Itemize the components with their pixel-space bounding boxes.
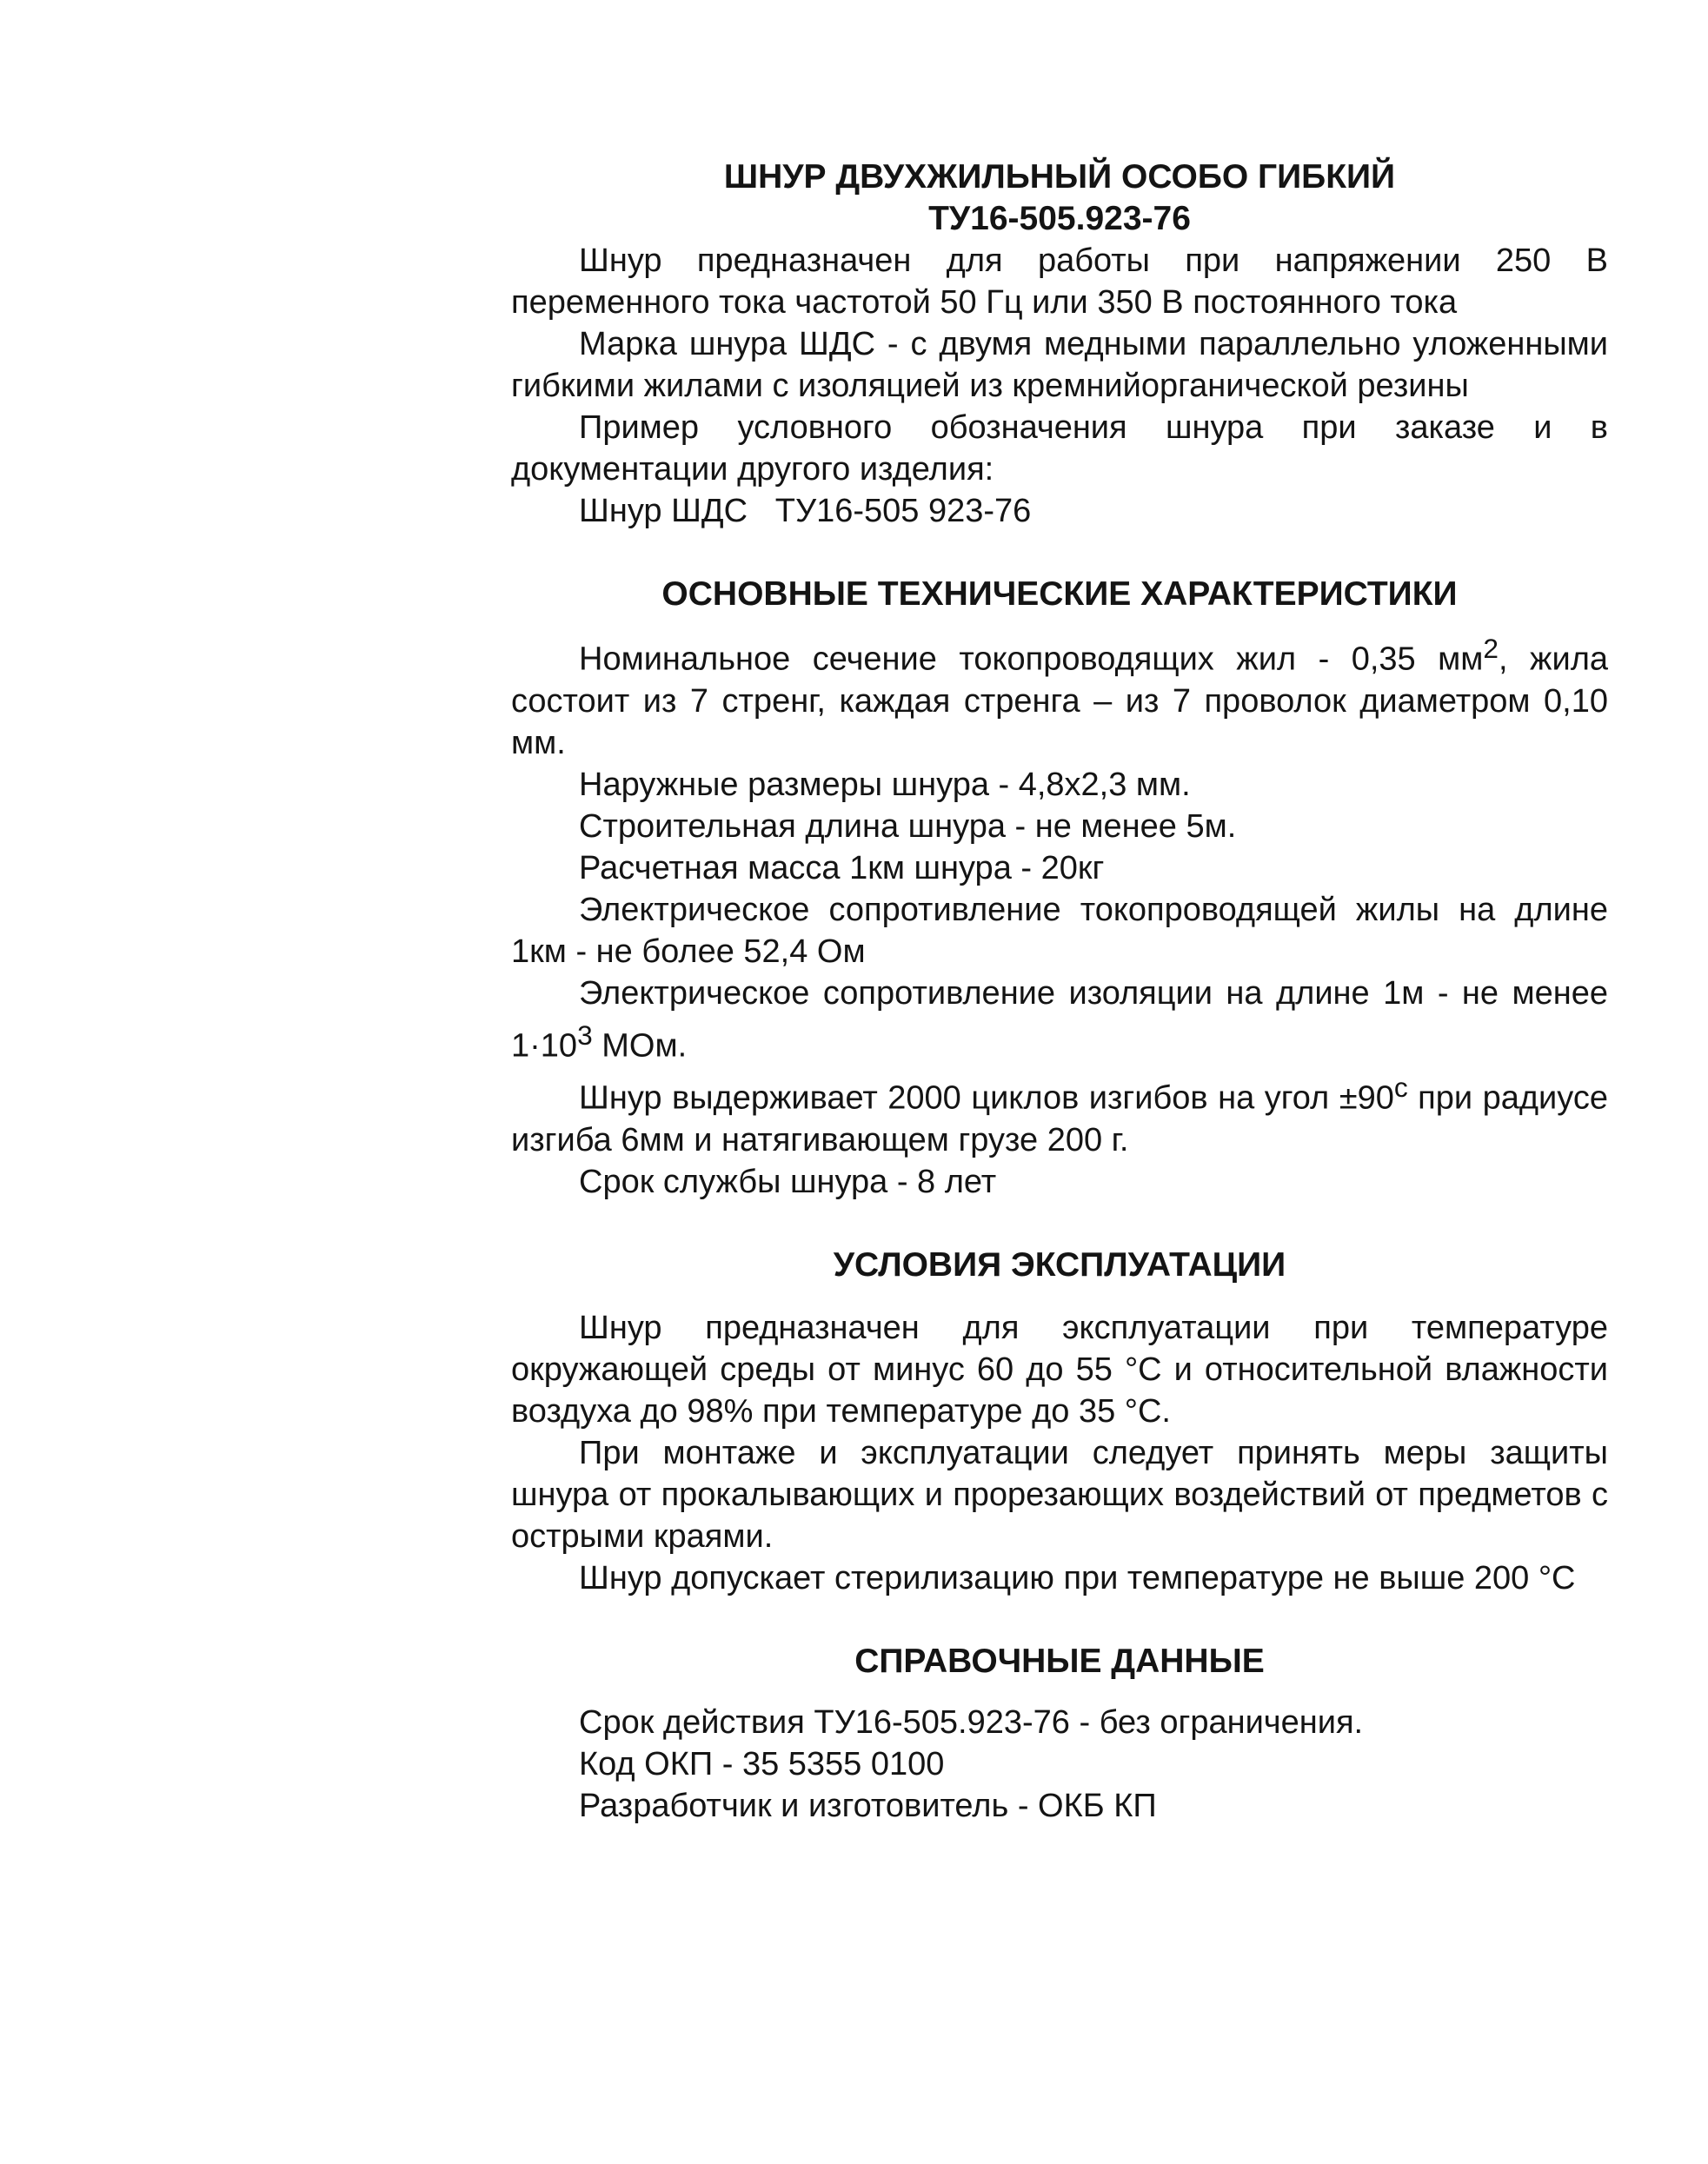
conditions-paragraph-sterilization: Шнур допускает стерилизацию при температуре не выше 200 °С bbox=[579, 1559, 1576, 1596]
reference-manufacturer: Разработчик и изготовитель - ОКБ КП bbox=[579, 1787, 1157, 1824]
spec-paragraph-service-life: Срок службы шнура - 8 лет bbox=[579, 1163, 997, 1200]
spec-paragraph-dimensions: Наружные размеры шнура - 4,8х2,3 мм. bbox=[579, 766, 1191, 803]
conditions-paragraph-environment: Шнур предназначен для эксплуатации при температуре окружающей среды от минус 60 до 55 °С и относительной влажности воздуха до 98% при температуре до 35 °С. bbox=[511, 1309, 1608, 1430]
intro-paragraph-purpose: Шнур предназначен для работы при напряжении 250 В переменного тока частотой 50 Гц или 350 В постоянного тока bbox=[511, 242, 1608, 321]
section-heading-specs: ОСНОВНЫЕ ТЕХНИЧЕСКИЕ ХАРАКТЕРИСТИКИ bbox=[661, 575, 1458, 613]
intro-paragraph-example: Пример условного обозначения шнура при заказе и в документации другого изделия: bbox=[511, 409, 1608, 488]
intro-designation-example: Шнур ШДС ТУ16-505 923-76 bbox=[579, 493, 1032, 529]
spec-paragraph-cross-section: Номинальное сечение токопроводящих жил - 0,35 $мм^2$, жила состоит из 7 стренг, каждая стренга – из 7 проволок диаметром 0,10 мм. bbox=[511, 633, 1609, 761]
spec-paragraph-bending: Шнур выдерживает 2000 циклов изгибов на угол $\pm 90^с$ при радиусе изгиба 6мм и натягивающем грузе 200 г. bbox=[511, 1072, 1608, 1158]
spec-paragraph-conductor-resistance: Электрическое сопротивление токопроводящей жилы на длине 1км - не более 52,4 Ом bbox=[511, 891, 1608, 970]
section-heading-operating-conditions: УСЛОВИЯ ЭКСПЛУАТАЦИИ bbox=[833, 1245, 1286, 1284]
reference-okp-code: Код ОКП - 35 5355 0100 bbox=[579, 1745, 945, 1782]
document-title: ШНУР ДВУХЖИЛЬНЫЙ ОСОБО ГИБКИЙ bbox=[723, 158, 1396, 196]
reference-validity: Срок действия ТУ16-505.923-76 - без ограничения. bbox=[579, 1703, 1364, 1741]
spec-paragraph-mass: Расчетная масса 1км шнура - 20кг bbox=[579, 849, 1105, 886]
intro-paragraph-brand: Марка шнура ШДС - с двумя медными параллельно уложенными гибкими жилами с изоляцией из кремнийорганической резины bbox=[511, 326, 1608, 404]
spec-paragraph-insulation-resistance: Электрическое сопротивление изоляции на длине 1м - не менее $1\cdot 10^3$ МОм. bbox=[511, 974, 1608, 1065]
conditions-paragraph-protection: При монтаже и эксплуатации следует принять меры защиты шнура от прокалывающих и прорезающих воздействий от предметов с острыми краями. bbox=[511, 1434, 1608, 1555]
document-subtitle: ТУ16-505.923-76 bbox=[928, 200, 1191, 237]
section-heading-reference-data: СПРАВОЧНЫЕ ДАННЫЕ bbox=[854, 1642, 1265, 1680]
spec-paragraph-length: Строительная длина шнура - не менее 5м. bbox=[579, 807, 1237, 845]
document-page bbox=[511, 156, 1608, 1827]
